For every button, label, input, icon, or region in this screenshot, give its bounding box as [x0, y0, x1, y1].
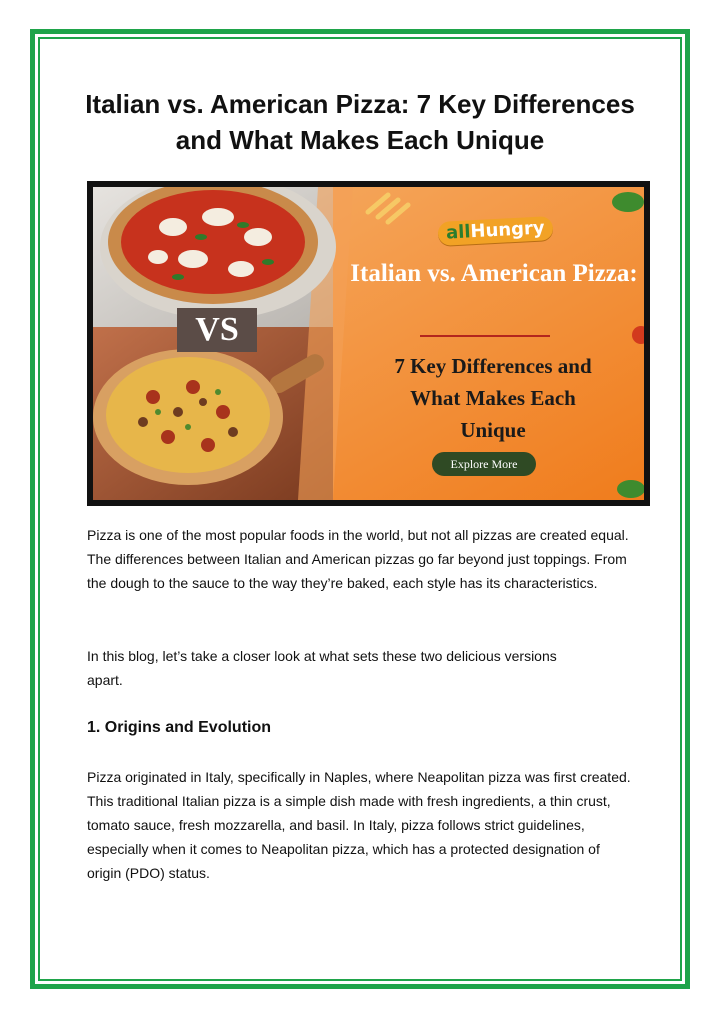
section-heading-origins: 1. Origins and Evolution: [87, 719, 272, 736]
blog-intro-paragraph: In this blog, let’s take a closer look at what sets these two delicious versions apart.: [87, 648, 557, 688]
banner-heading: Italian vs. American Pizza:: [350, 260, 638, 287]
banner-divider: [420, 335, 550, 337]
hero-image: [87, 181, 650, 506]
banner-subheading: 7 Key Differences and What Makes Each Unique: [394, 354, 592, 442]
allhungry-logo: allHungry: [437, 216, 553, 246]
page-title: Italian vs. American Pizza: 7 Key Differences and What Makes Each Unique: [85, 89, 635, 155]
explore-more-button[interactable]: Explore More: [432, 452, 536, 476]
section-body-origins: Pizza originated in Italy, specifically in Naples, where Neapolitan pizza was first created. This traditional Italian pizza is a simple dish made with fresh ingredients, a thin crust, tomato sauce, fresh mozzarella, and basil. In Italy, pizza follows strict guidelines, especially when it comes to Neapolitan pizza, which has a protected designation of origin (PDO) status.: [87, 769, 631, 881]
intro-paragraph: Pizza is one of the most popular foods in the world, but not all pizzas are created equal. The differences between Italian and American pizzas go far beyond just toppings. From the dough to the sauce to the way they’re baked, each style has its characteristics.: [87, 527, 629, 591]
vs-badge: VS: [177, 308, 257, 352]
hero-illustration: [93, 187, 644, 500]
